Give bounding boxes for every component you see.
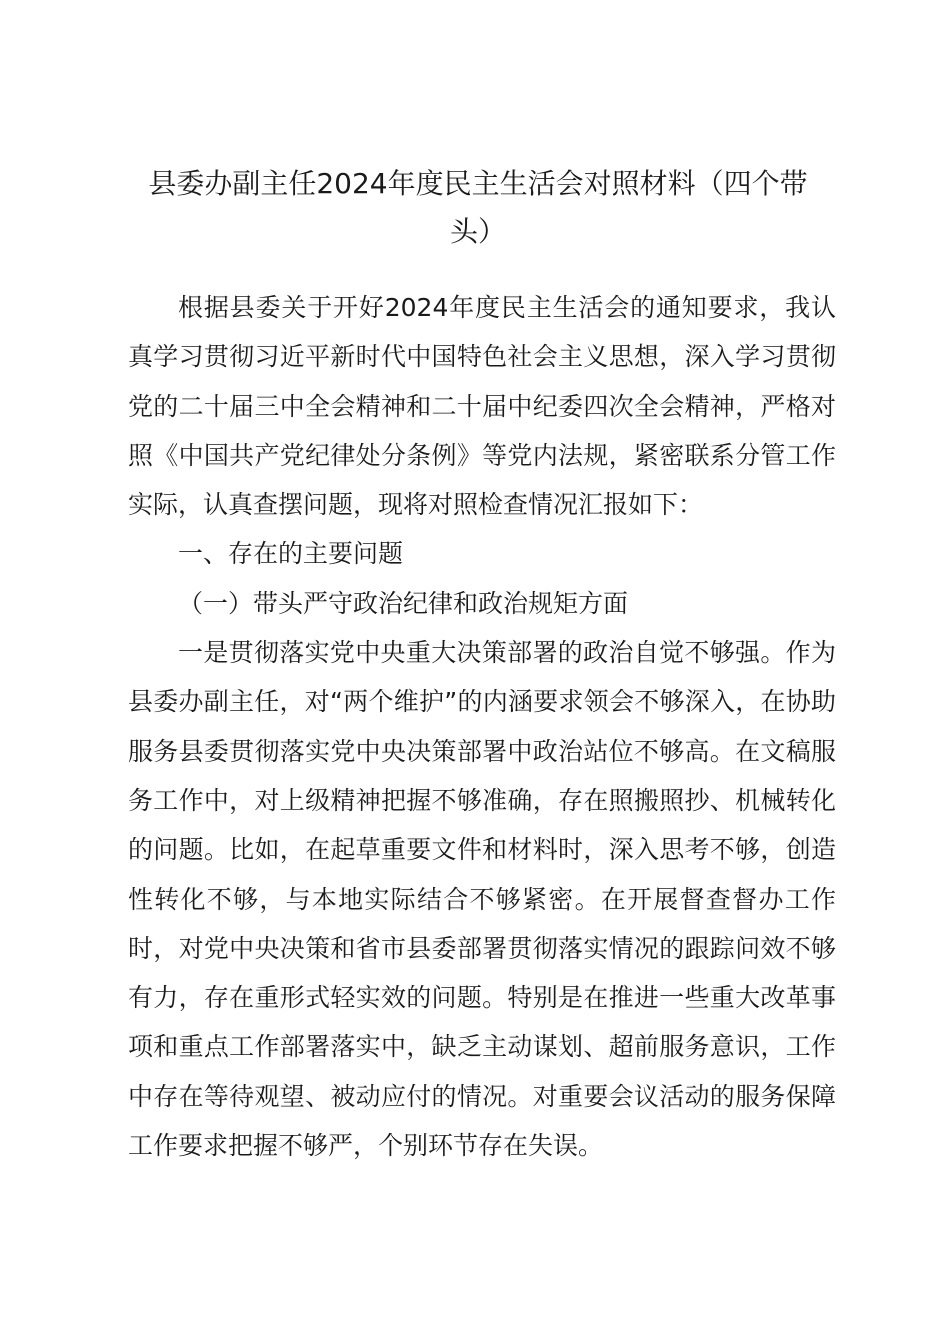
document-body	[128, 283, 836, 1170]
body-paragraph: 一是贯彻落实党中央重大决策部署的政治自觉不够强。作为县委办副主任，对“两个维护”的内涵要求领会不够深入，在协助服务县委贯彻落实党中央决策部署中政治站位不够高。在文稿服务工作中，对上级精神把握不够准确，存在照搬照抄、机械转化的问题。比如，在起草重要文件和材料时，深入思考不够，创造性转化不够，与本地实际结合不够紧密。在开展督查督办工作时，对党中央决策和省市县委部署贯彻落实情况的跟踪问效不够有力，存在重形式轻实效的问题。特别是在推进一些重大改革事项和重点工作部署落实中，缺乏主动谋划、超前服务意识，工作中存在等待观望、被动应付的情况。对重要会议活动的服务保障工作要求把握不够严，个别环节存在失误。	[128, 638, 836, 1161]
section-heading: 一、存在的主要问题	[178, 539, 404, 569]
subsection-heading: （一）带头严守政治纪律和政治规矩方面	[178, 588, 629, 618]
intro-paragraph: 根据县委关于开好2024年度民主生活会的通知要求，我认真学习贯彻习近平新时代中国特色社会主义思想，深入学习贯彻党的二十届三中全会精神和二十届中纪委四次全会精神，严格对照《中国共产党纪律处分条例》等党内法规，紧密联系分管工作实际，认真查摆问题，现将对照检查情况汇报如下：	[128, 293, 836, 520]
document-title: 县委办副主任2024年度民主生活会对照材料（四个带头）	[148, 167, 808, 248]
